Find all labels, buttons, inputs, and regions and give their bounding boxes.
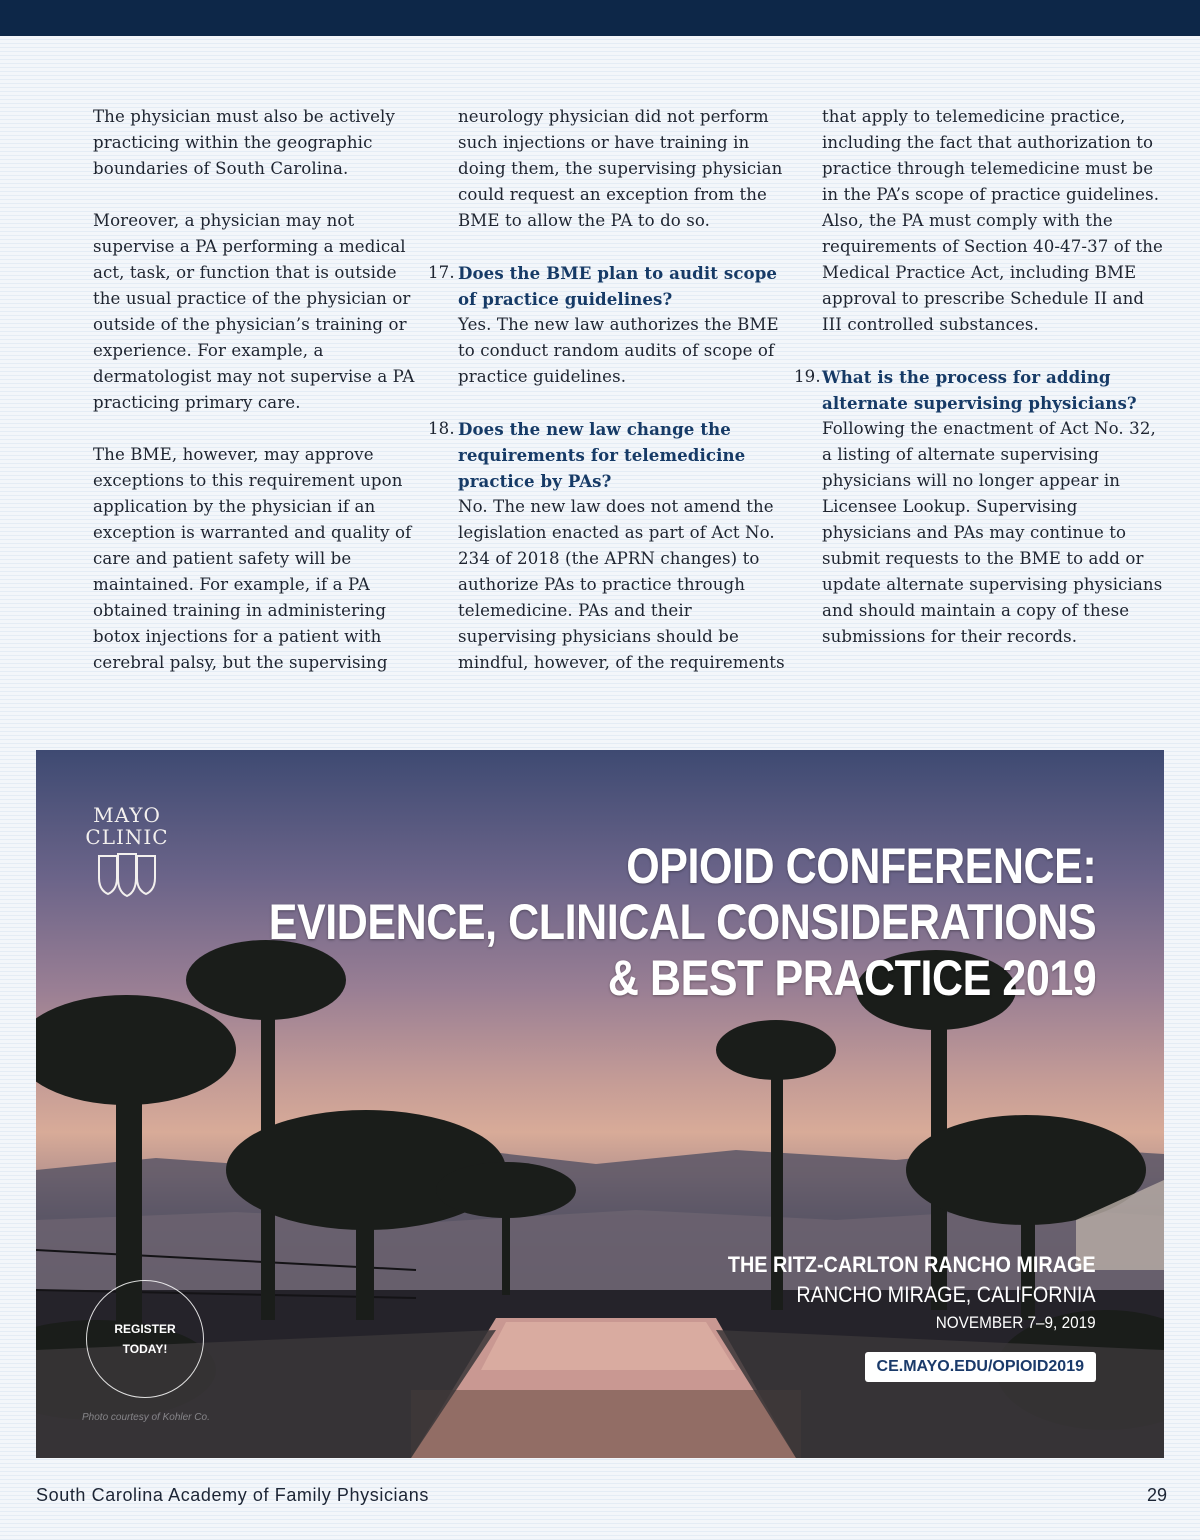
mayo-clinic-logo xyxy=(84,804,170,902)
event-dates: NOVEMBER 7–9, 2019 xyxy=(936,1313,1096,1332)
article-column-2 xyxy=(428,104,788,702)
conference-advertisement[interactable] xyxy=(36,750,1164,1458)
logo-text: MAYO xyxy=(93,803,161,827)
registration-url-link[interactable]: CE.MAYO.EDU/OPIOID2019 xyxy=(865,1352,1096,1382)
question-answer: Yes. The new law authorizes the BME to conduct random audits of scope of practice guidelines. xyxy=(458,315,779,386)
question-number: 19. xyxy=(794,367,821,386)
venue-city: RANCHO MIRAGE, CALIFORNIA xyxy=(796,1282,1096,1307)
paragraph: neurology physician did not perform such injections or have training in doing them, the supervising physician could request an exception from the BME to allow the PA to do so. xyxy=(458,107,783,230)
question-18 xyxy=(428,416,788,676)
article-column-1 xyxy=(93,104,423,702)
question-title: What is the process for adding alternate supervising physicians? xyxy=(822,367,1137,413)
logo-text: CLINIC xyxy=(85,825,169,849)
paragraph: The physician must also be actively practicing within the geographic boundaries of South Carolina. xyxy=(93,107,395,178)
paragraph: Moreover, a physician may not supervise a PA performing a medical act, task, or function that is outside the usual practice of the physician or outside of the physician’s training or experience. For example, a dermatologist may not supervise a PA practicing primary care. xyxy=(93,211,415,412)
register-today-badge[interactable] xyxy=(86,1280,204,1398)
question-title: Does the BME plan to audit scope of practice guidelines? xyxy=(458,263,778,309)
venue-info xyxy=(728,1250,1096,1336)
question-answer: Following the enactment of Act No. 32, a listing of alternate supervising physicians will no longer appear in Licensee Lookup. Supervising physicians and PAs may continue to submit requests to the BME to add or update alternate supervising physicians and should maintain a copy of these submissions for their records. xyxy=(822,419,1163,646)
question-number: 17. xyxy=(428,263,455,282)
headline-line: & BEST PRACTICE 2019 xyxy=(607,950,1096,1006)
paragraph: that apply to telemedicine practice, including the fact that authorization to practice through telemedicine must be in the PA’s scope of practice guidelines. Also, the PA must comply with the requirements of Section 40-47-37 of the Medical Practice Act, including BME approval to prescribe Schedule II and III controlled substances. xyxy=(822,107,1163,334)
register-label: TODAY! xyxy=(122,1342,168,1356)
mayo-shields-icon xyxy=(95,852,159,898)
question-answer: No. The new law does not amend the legislation enacted as part of Act No. 234 of 2018 (the APRN changes) to authorize PAs to practice through telemedicine. PAs and their supervising physicians should be mindful, however, of the requirements xyxy=(458,497,785,672)
paragraph: The BME, however, may approve exceptions to this requirement upon application by the physician if an exception is warranted and quality of care and patient safety will be maintained. For example, if a PA obtained training in administering botox injections for a patient with cerebral palsy, but the supervising xyxy=(93,445,412,672)
article-column-3 xyxy=(794,104,1167,676)
headline-line: EVIDENCE, CLINICAL CONSIDERATIONS xyxy=(268,894,1096,950)
headline-line: OPIOID CONFERENCE: xyxy=(625,838,1096,894)
page-number: 29 xyxy=(1146,1485,1167,1505)
top-header-bar xyxy=(0,0,1200,36)
photo-credit: Photo courtesy of Kohler Co. xyxy=(82,1412,210,1423)
question-title: Does the new law change the requirements for telemedicine practice by PAs? xyxy=(458,419,746,491)
publication-name: South Carolina Academy of Family Physicians xyxy=(36,1485,429,1505)
register-label: REGISTER xyxy=(114,1322,176,1336)
venue-name: THE RITZ-CARLTON RANCHO MIRAGE xyxy=(728,1252,1096,1277)
question-number: 18. xyxy=(428,419,455,438)
ad-headline xyxy=(268,838,1096,1006)
question-17 xyxy=(428,260,788,390)
question-19 xyxy=(794,364,1167,650)
